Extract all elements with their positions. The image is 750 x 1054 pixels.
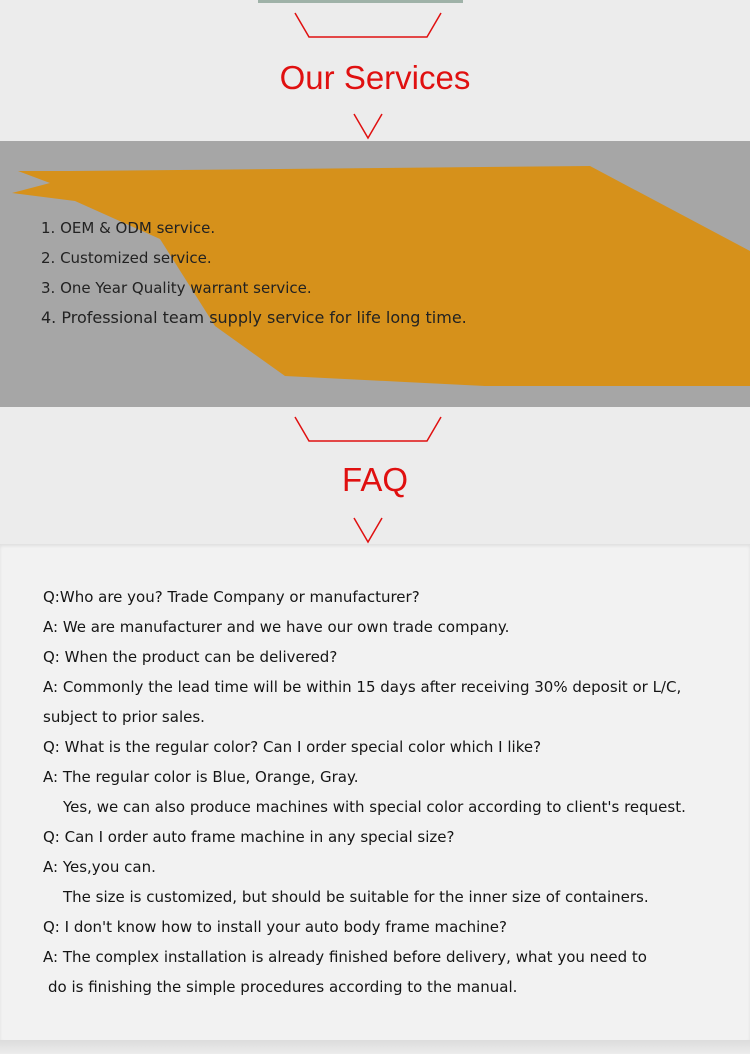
faq-question: Q: I don't know how to install your auto body frame machine? bbox=[43, 918, 507, 936]
chevron-open-icon bbox=[293, 10, 443, 40]
chevron-open-icon bbox=[293, 414, 443, 444]
faq-answer-continued: The size is customized, but should be suitable for the inner size of containers. bbox=[63, 888, 649, 906]
chevron-down-icon bbox=[352, 112, 384, 140]
faq-answer: A: Commonly the lead time will be within 15 days after receiving 30% deposit or L/C, bbox=[43, 678, 682, 696]
faq-question: Q:Who are you? Trade Company or manufacturer? bbox=[43, 588, 420, 606]
faq-list bbox=[43, 582, 743, 1002]
services-list bbox=[41, 213, 467, 333]
faq-answer: A: The complex installation is already finished before delivery, what you need to bbox=[43, 948, 647, 966]
faq-title: FAQ bbox=[341, 461, 409, 498]
faq-question: Q: Can I order auto frame machine in any special size? bbox=[43, 828, 455, 846]
faq-answer: A: We are manufacturer and we have our own trade company. bbox=[43, 618, 510, 636]
faq-answer-continued: do is finishing the simple procedures according to the manual. bbox=[48, 978, 518, 996]
services-item: 2. Customized service. bbox=[41, 249, 212, 267]
services-item: 3. One Year Quality warrant service. bbox=[41, 279, 312, 297]
chevron-down-icon bbox=[352, 516, 384, 544]
faq-panel bbox=[0, 544, 750, 1040]
faq-answer: A: Yes,you can. bbox=[43, 858, 156, 876]
faq-question: Q: When the product can be delivered? bbox=[43, 648, 338, 666]
faq-answer-continued: Yes, we can also produce machines with special color according to client's request. bbox=[63, 798, 686, 816]
bottom-divider bbox=[0, 1040, 750, 1054]
top-divider-bar bbox=[258, 0, 463, 3]
services-title: Our Services bbox=[279, 59, 471, 96]
services-item: 1. OEM & ODM service. bbox=[41, 219, 216, 237]
faq-answer-continued: subject to prior sales. bbox=[43, 708, 205, 726]
services-panel bbox=[0, 141, 750, 407]
faq-question: Q: What is the regular color? Can I order special color which I like? bbox=[43, 738, 542, 756]
faq-answer: A: The regular color is Blue, Orange, Gray. bbox=[43, 768, 359, 786]
services-item: 4. Professional team supply service for life long time. bbox=[41, 308, 467, 327]
